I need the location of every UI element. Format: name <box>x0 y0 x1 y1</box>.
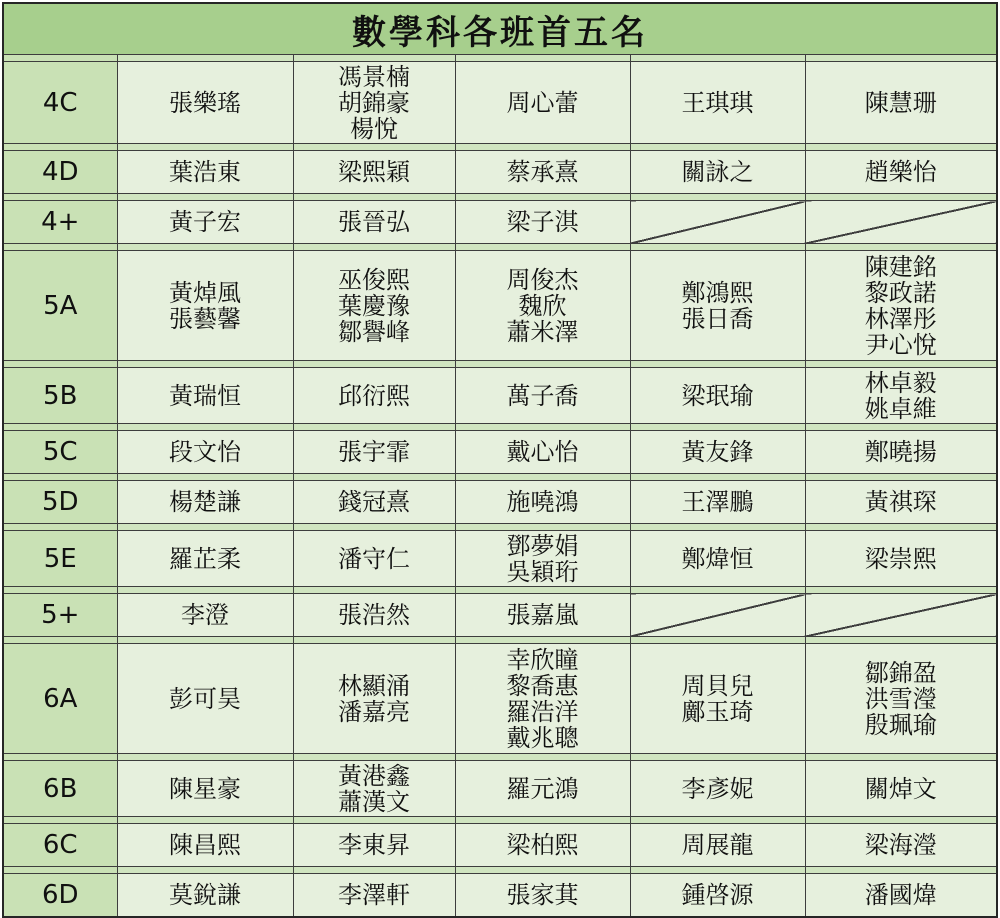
student-name: 李彥妮 <box>681 774 754 803</box>
names-cell <box>117 201 293 244</box>
class-label: 6D <box>3 874 117 917</box>
class-label: 5A <box>3 251 117 361</box>
student-name: 陳星豪 <box>169 774 241 803</box>
class-label: 4+ <box>3 201 117 244</box>
student-name: 林顯涌 <box>338 671 410 700</box>
names-cell <box>805 644 997 754</box>
spacer-cell <box>805 424 997 431</box>
spacer-cell <box>630 144 805 151</box>
spacer-cell <box>455 817 630 824</box>
student-name: 周貝兒 <box>681 671 754 700</box>
spacer-row <box>3 361 997 368</box>
student-name: 魏欣 <box>518 291 567 320</box>
student-name: 彭可昊 <box>169 684 241 713</box>
class-label: 4C <box>3 62 117 144</box>
student-name: 葉慶豫 <box>338 291 410 320</box>
spacer-cell <box>455 474 630 481</box>
student-name: 蔡承熹 <box>506 158 579 186</box>
student-name: 馮景楠 <box>338 62 410 91</box>
table-row <box>3 481 997 524</box>
student-name: 陳慧珊 <box>864 88 937 117</box>
spacer-row <box>3 55 997 62</box>
student-name: 梁柏熙 <box>506 831 579 859</box>
header-row <box>3 3 997 55</box>
names-cell <box>805 368 997 424</box>
student-name: 張晉弘 <box>338 208 410 236</box>
student-name: 胡錦豪 <box>338 88 410 117</box>
student-name: 王琪琪 <box>681 88 754 117</box>
empty-cell-diagonal <box>630 201 805 244</box>
spacer-cell <box>117 55 293 62</box>
student-name: 梁海瀅 <box>864 831 937 859</box>
spacer-cell <box>293 424 455 431</box>
spacer-cell <box>805 244 997 251</box>
spacer-cell <box>117 587 293 594</box>
student-name: 羅浩洋 <box>506 697 579 726</box>
table-row <box>3 62 997 144</box>
spacer-cell <box>117 754 293 761</box>
class-label: 5D <box>3 481 117 524</box>
student-name: 鄧夢娟 <box>506 531 579 560</box>
spacer-cell <box>3 361 117 368</box>
table-row <box>3 151 997 194</box>
names-cell <box>805 874 997 917</box>
table-row <box>3 594 997 637</box>
spacer-row <box>3 244 997 251</box>
student-name: 梁崇熙 <box>864 544 937 573</box>
student-name: 巫俊熙 <box>338 265 410 294</box>
spacer-row <box>3 194 997 201</box>
spacer-cell <box>630 817 805 824</box>
class-label: 6C <box>3 824 117 867</box>
names-cell <box>630 251 805 361</box>
spacer-cell <box>117 144 293 151</box>
names-cell <box>630 151 805 194</box>
student-name: 洪雪瀅 <box>864 684 937 713</box>
names-cell <box>117 594 293 637</box>
names-cell <box>117 531 293 587</box>
names-cell <box>805 824 997 867</box>
spacer-row <box>3 474 997 481</box>
spacer-cell <box>805 194 997 201</box>
student-name: 梁子淇 <box>506 208 579 236</box>
student-name: 潘國煒 <box>864 880 937 909</box>
class-label: 5B <box>3 368 117 424</box>
names-cell <box>630 761 805 817</box>
names-cell <box>293 644 455 754</box>
table-row <box>3 431 997 474</box>
names-cell <box>117 644 293 754</box>
spacer-cell <box>630 55 805 62</box>
spacer-cell <box>630 474 805 481</box>
names-cell <box>805 62 997 144</box>
student-name: 戴心怡 <box>506 438 579 466</box>
spacer-cell <box>630 867 805 874</box>
names-cell <box>293 761 455 817</box>
spacer-cell <box>805 361 997 368</box>
student-name: 黃祺琛 <box>864 488 937 516</box>
names-cell <box>293 481 455 524</box>
student-name: 葉浩東 <box>169 158 241 186</box>
spacer-cell <box>805 524 997 531</box>
student-name: 黃子宏 <box>169 208 241 236</box>
student-name: 黎喬惠 <box>506 671 579 700</box>
student-name: 林澤彤 <box>864 304 937 333</box>
spacer-cell <box>293 144 455 151</box>
names-cell <box>630 824 805 867</box>
student-name: 黎政諾 <box>864 278 937 307</box>
student-name: 尹心悅 <box>864 330 937 359</box>
spacer-cell <box>455 587 630 594</box>
student-name: 周俊杰 <box>506 265 579 294</box>
spacer-cell <box>805 55 997 62</box>
student-name: 周展龍 <box>681 831 754 859</box>
names-cell <box>293 594 455 637</box>
spacer-cell <box>3 244 117 251</box>
student-name: 李澄 <box>181 601 229 629</box>
names-cell <box>117 62 293 144</box>
spacer-cell <box>455 867 630 874</box>
spacer-cell <box>117 817 293 824</box>
student-name: 姚卓維 <box>864 394 937 423</box>
spacer-cell <box>805 754 997 761</box>
names-cell <box>805 481 997 524</box>
class-label: 5E <box>3 531 117 587</box>
names-cell <box>293 151 455 194</box>
names-cell <box>293 874 455 917</box>
spacer-cell <box>630 754 805 761</box>
table-header-cell <box>3 3 997 55</box>
spacer-cell <box>455 754 630 761</box>
class-label: 6A <box>3 644 117 754</box>
spacer-cell <box>630 244 805 251</box>
spacer-cell <box>117 524 293 531</box>
spacer-cell <box>3 754 117 761</box>
student-name: 張日喬 <box>681 304 754 333</box>
class-label: 6B <box>3 761 117 817</box>
spacer-cell <box>3 424 117 431</box>
names-cell <box>455 481 630 524</box>
names-cell <box>630 531 805 587</box>
student-name: 鄒譽峰 <box>338 317 410 346</box>
spacer-cell <box>805 144 997 151</box>
student-name: 蕭米澤 <box>506 317 579 346</box>
names-cell <box>455 874 630 917</box>
spacer-cell <box>293 474 455 481</box>
class-label: 5+ <box>3 594 117 637</box>
spacer-cell <box>117 244 293 251</box>
student-name: 段文怡 <box>169 438 241 466</box>
names-cell <box>630 368 805 424</box>
table-row <box>3 761 997 817</box>
table-row <box>3 874 997 917</box>
student-name: 張藝馨 <box>169 304 241 333</box>
names-cell <box>630 431 805 474</box>
spacer-cell <box>3 817 117 824</box>
student-name: 幸欣瞳 <box>506 645 579 674</box>
table-row <box>3 251 997 361</box>
names-cell <box>293 62 455 144</box>
table-row <box>3 201 997 244</box>
names-cell <box>630 481 805 524</box>
spacer-cell <box>117 361 293 368</box>
spacer-cell <box>3 474 117 481</box>
names-cell <box>630 874 805 917</box>
student-name: 吳穎珩 <box>506 557 579 586</box>
student-name: 施嘵鴻 <box>506 488 579 516</box>
names-cell <box>117 251 293 361</box>
student-name: 李東昇 <box>338 831 410 859</box>
names-cell <box>455 251 630 361</box>
names-cell <box>455 531 630 587</box>
student-name: 錢冠熹 <box>338 488 410 516</box>
names-cell <box>455 824 630 867</box>
spacer-cell <box>117 474 293 481</box>
student-name: 鄺玉琦 <box>681 697 754 726</box>
student-name: 蕭漢文 <box>338 787 410 816</box>
names-cell <box>293 431 455 474</box>
student-name: 楊楚謙 <box>169 488 241 516</box>
names-cell <box>455 761 630 817</box>
spacer-row <box>3 524 997 531</box>
student-name: 鄭煒恒 <box>681 544 754 573</box>
student-name: 梁珉瑜 <box>681 381 754 410</box>
spacer-cell <box>3 144 117 151</box>
spacer-cell <box>293 524 455 531</box>
spacer-cell <box>117 194 293 201</box>
names-cell <box>117 151 293 194</box>
results-table-body <box>3 3 997 917</box>
spacer-cell <box>3 587 117 594</box>
spacer-cell <box>630 637 805 644</box>
names-cell <box>805 761 997 817</box>
spacer-cell <box>630 361 805 368</box>
names-cell <box>455 431 630 474</box>
table-row <box>3 531 997 587</box>
spacer-cell <box>455 361 630 368</box>
names-cell <box>117 481 293 524</box>
names-cell <box>293 368 455 424</box>
spacer-cell <box>630 194 805 201</box>
names-cell <box>117 761 293 817</box>
student-name: 王澤鵬 <box>681 488 754 516</box>
spacer-row <box>3 754 997 761</box>
names-cell <box>117 824 293 867</box>
names-cell <box>805 251 997 361</box>
spacer-cell <box>455 524 630 531</box>
table-row <box>3 824 997 867</box>
student-name: 戴兆聰 <box>506 723 579 752</box>
spacer-cell <box>3 867 117 874</box>
spacer-cell <box>630 424 805 431</box>
names-cell <box>630 644 805 754</box>
student-name: 鍾啓源 <box>681 880 754 909</box>
spacer-cell <box>805 587 997 594</box>
spacer-row <box>3 424 997 431</box>
spacer-cell <box>455 637 630 644</box>
names-cell <box>117 874 293 917</box>
student-name: 關焯文 <box>864 774 937 803</box>
names-cell <box>117 431 293 474</box>
student-name: 李澤軒 <box>338 880 410 909</box>
student-name: 趙樂怡 <box>864 158 937 186</box>
student-name: 張浩然 <box>338 601 410 629</box>
names-cell <box>293 824 455 867</box>
spacer-cell <box>3 637 117 644</box>
spacer-cell <box>455 424 630 431</box>
spacer-cell <box>293 587 455 594</box>
empty-cell-diagonal <box>630 594 805 637</box>
page-title: 數學科各班首五名 <box>352 12 648 53</box>
student-name: 梁熙穎 <box>338 158 410 186</box>
student-name: 關詠之 <box>681 158 754 186</box>
names-cell <box>293 531 455 587</box>
spacer-cell <box>293 817 455 824</box>
names-cell <box>293 201 455 244</box>
student-name: 潘守仁 <box>338 544 410 573</box>
student-name: 鄒錦盈 <box>864 658 937 687</box>
names-cell <box>630 62 805 144</box>
student-name: 羅芷柔 <box>169 544 241 573</box>
spacer-cell <box>630 587 805 594</box>
student-name: 潘嘉亮 <box>338 697 410 726</box>
spacer-cell <box>3 524 117 531</box>
spacer-row <box>3 867 997 874</box>
names-cell <box>455 62 630 144</box>
names-cell <box>455 594 630 637</box>
spacer-row <box>3 144 997 151</box>
spacer-cell <box>3 55 117 62</box>
spacer-cell <box>630 524 805 531</box>
spacer-cell <box>805 637 997 644</box>
empty-cell-diagonal <box>805 594 997 637</box>
spacer-cell <box>293 867 455 874</box>
names-cell <box>455 151 630 194</box>
results-table <box>2 2 998 918</box>
spacer-cell <box>455 55 630 62</box>
spacer-cell <box>455 244 630 251</box>
student-name: 陳建銘 <box>864 252 937 281</box>
student-name: 黃瑞恒 <box>169 381 241 410</box>
spacer-row <box>3 817 997 824</box>
spacer-cell <box>117 637 293 644</box>
student-name: 林卓毅 <box>864 368 937 397</box>
spacer-cell <box>455 194 630 201</box>
spacer-cell <box>805 817 997 824</box>
names-cell <box>293 251 455 361</box>
table-row <box>3 644 997 754</box>
spacer-cell <box>293 55 455 62</box>
spacer-cell <box>117 867 293 874</box>
student-name: 張家萁 <box>506 880 579 909</box>
names-cell <box>117 368 293 424</box>
student-name: 黃焯風 <box>169 278 241 307</box>
student-name: 張宇霏 <box>338 438 410 466</box>
names-cell <box>805 151 997 194</box>
student-name: 張嘉嵐 <box>506 601 579 629</box>
spacer-cell <box>805 867 997 874</box>
class-label: 4D <box>3 151 117 194</box>
spacer-cell <box>455 144 630 151</box>
student-name: 邱衍熙 <box>338 381 410 410</box>
spacer-cell <box>117 424 293 431</box>
student-name: 黃友鋒 <box>681 438 754 466</box>
spacer-cell <box>293 194 455 201</box>
spacer-cell <box>805 474 997 481</box>
spacer-cell <box>293 637 455 644</box>
student-name: 鄭鴻熙 <box>681 278 754 307</box>
names-cell <box>455 201 630 244</box>
names-cell <box>455 368 630 424</box>
spacer-cell <box>293 361 455 368</box>
names-cell <box>455 644 630 754</box>
student-name: 殷珮瑜 <box>864 710 937 739</box>
student-name: 陳昌熙 <box>169 831 241 859</box>
student-name: 張樂瑤 <box>169 88 241 117</box>
student-name: 黃港鑫 <box>338 761 410 790</box>
class-label: 5C <box>3 431 117 474</box>
student-name: 莫銳謙 <box>169 880 241 909</box>
names-cell <box>805 431 997 474</box>
student-name: 鄭曉揚 <box>864 438 937 466</box>
empty-cell-diagonal <box>805 201 997 244</box>
student-name: 楊悅 <box>350 114 398 143</box>
spacer-cell <box>3 194 117 201</box>
spacer-cell <box>293 244 455 251</box>
student-name: 羅元鴻 <box>506 774 579 803</box>
table-row <box>3 368 997 424</box>
spacer-row <box>3 637 997 644</box>
names-cell <box>805 531 997 587</box>
spacer-row <box>3 587 997 594</box>
student-name: 周心蕾 <box>506 88 579 117</box>
student-name: 萬子喬 <box>506 381 579 410</box>
spacer-cell <box>293 754 455 761</box>
